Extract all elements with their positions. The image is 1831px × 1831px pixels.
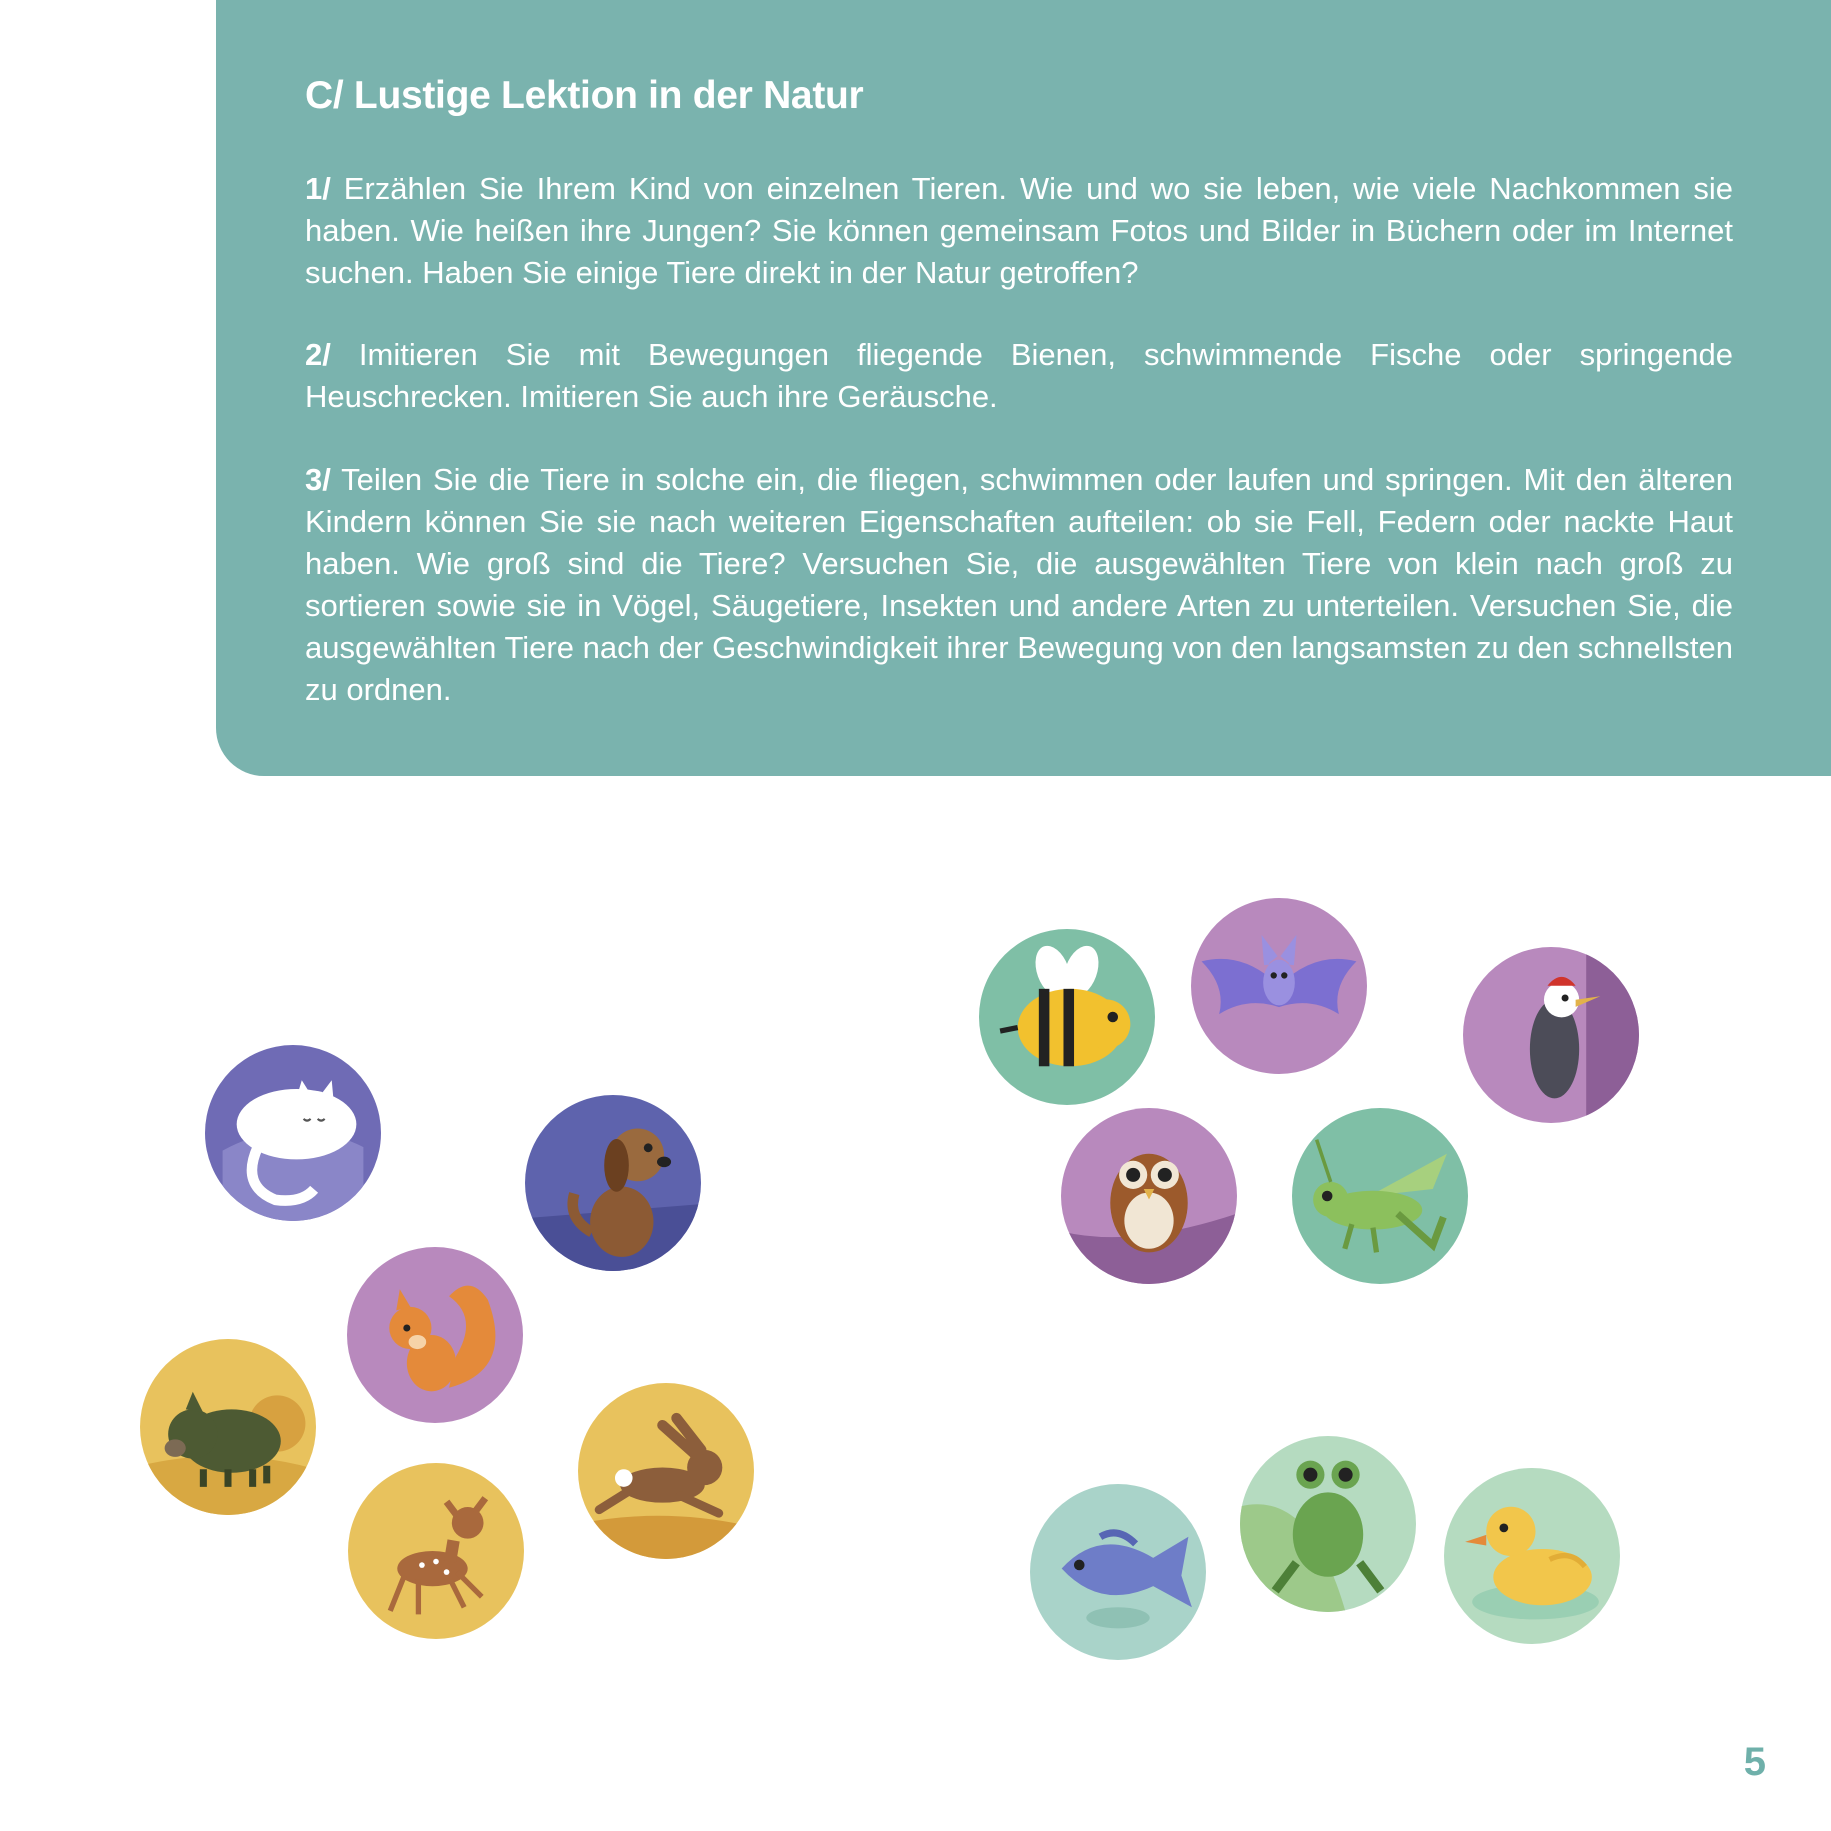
paragraph-2	[305, 334, 1733, 418]
paragraph-3-number: 3/	[305, 462, 331, 497]
paragraph-1-text: Erzählen Sie Ihrem Kind von einzelnen Tieren. Wie und wo sie leben, wie viele Nachkommen sie haben. Wie heißen ihre Jungen? Sie können gemeinsam Fotos und Bilder in Büchern oder im Internet suchen. Haben Sie einige Tiere direkt in der Natur getroffen?	[305, 171, 1733, 290]
cat-icon	[205, 1045, 381, 1221]
owl-icon	[1061, 1108, 1237, 1284]
woodpecker-icon	[1463, 947, 1639, 1123]
duckling-icon	[1444, 1468, 1620, 1644]
fawn-icon	[348, 1463, 524, 1639]
section-title: C/ Lustige Lektion in der Natur	[305, 74, 864, 117]
paragraph-3	[305, 459, 1733, 711]
page-number: 5	[1743, 1740, 1766, 1784]
grasshopper-icon	[1292, 1108, 1468, 1284]
hare-icon	[578, 1383, 754, 1559]
paragraph-1	[305, 168, 1733, 294]
dog-icon	[525, 1095, 701, 1271]
bat-icon	[1191, 898, 1367, 1074]
paragraph-2-text: Imitieren Sie mit Bewegungen fliegende Bienen, schwimmende Fische oder springende Heuschrecken. Imitieren Sie auch ihre Geräusche.	[305, 337, 1733, 414]
frog-icon	[1240, 1436, 1416, 1612]
paragraph-3-text: Teilen Sie die Tiere in solche ein, die fliegen, schwimmen oder laufen und springen. Mit den älteren Kindern können Sie sie nach weiteren Eigenschaften aufteilen: ob sie Fell, Federn oder nackte Haut haben. Wie groß sind die Tiere? Versuchen Sie, die ausgewählten Tiere von klein nach groß zu sortieren sowie sie in Vögel, Säugetiere, Insekten und andere Arten zu unterteilen. Versuchen Sie, die ausgewählten Tiere nach der Geschwindigkeit ihrer Bewegung von den langsamsten zu den schnellsten zu ordnen.	[305, 462, 1733, 707]
squirrel-icon	[347, 1247, 523, 1423]
paragraph-1-number: 1/	[305, 171, 331, 206]
paragraph-2-number: 2/	[305, 337, 331, 372]
fish-icon	[1030, 1484, 1206, 1660]
boar-icon	[140, 1339, 316, 1515]
bee-icon	[979, 929, 1155, 1105]
